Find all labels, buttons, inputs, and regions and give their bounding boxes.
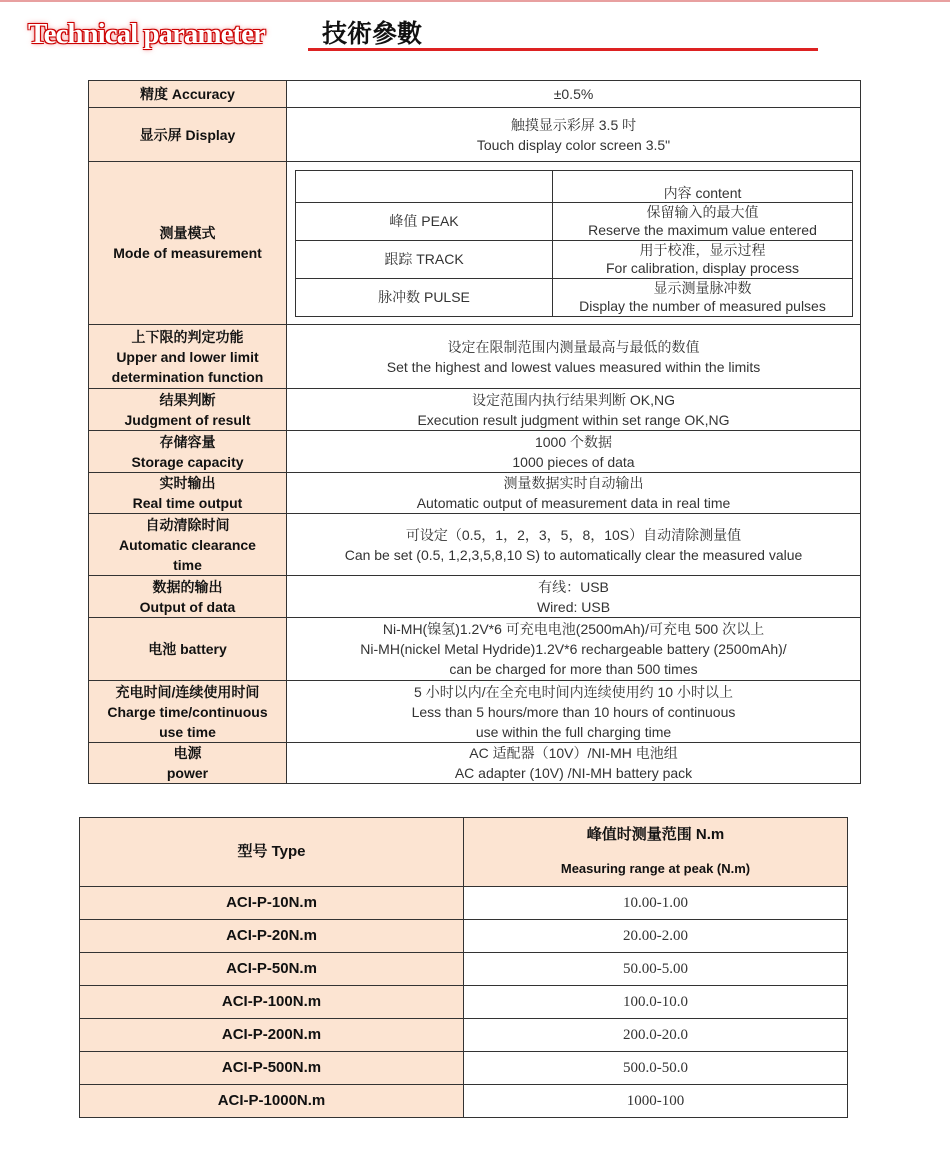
- mode-name: 跟踪 TRACK: [296, 240, 553, 278]
- cell-line: Upper and lower limit: [116, 348, 259, 365]
- cell-line: Wired: USB: [536, 598, 611, 615]
- spec-label: [89, 389, 287, 431]
- cell-line: Execution result judgment within set range OK,NG: [417, 411, 730, 428]
- spec-row: [89, 108, 861, 162]
- cell-line: 1000 pieces of data: [512, 453, 635, 470]
- cell-line: Storage capacity: [131, 453, 244, 470]
- model-range: 500.0-50.0: [464, 1052, 848, 1085]
- spec-value: [287, 743, 861, 784]
- cell-line: 1000 个数据: [534, 433, 613, 450]
- cell-line: 数据的输出: [152, 578, 223, 595]
- spec-label: [89, 514, 287, 576]
- spec-row: [89, 81, 861, 108]
- spec-row: [89, 681, 861, 743]
- cell-line: Touch display color screen 3.5": [476, 136, 671, 153]
- spec-row: [89, 473, 861, 514]
- cell-line: use time: [159, 723, 216, 740]
- cell-line: 自动清除时间: [145, 516, 230, 533]
- spec-label: [89, 576, 287, 618]
- cell-line: time: [173, 556, 202, 573]
- cell-line: AC 适配器（10V）/NI-MH 电池组: [469, 745, 678, 761]
- cell-line: Reserve the maximum value entered: [588, 222, 817, 238]
- model-header-row: [80, 818, 848, 887]
- model-range: 200.0-20.0: [464, 1019, 848, 1052]
- header-range-en: Measuring range at peak (N.m): [560, 861, 751, 876]
- cell-line: 5 小时以内/在全充电时间内连续使用约 10 小时以上: [414, 683, 733, 700]
- cell-line: 设定范围内执行结果判断 OK,NG: [471, 391, 675, 408]
- cell-line: 精度 Accuracy: [140, 86, 235, 102]
- cell-line: Automatic clearance: [119, 536, 256, 553]
- spec-value: [287, 108, 861, 162]
- spec-label: [89, 681, 287, 743]
- mode-row: [296, 278, 853, 316]
- cell-line: 用于校准，显示过程: [639, 242, 766, 258]
- cell-line: 可设定（0.5，1，2，3，5，8，10S）自动清除测量值: [405, 526, 742, 543]
- model-row: [80, 986, 848, 1019]
- cell-line: Real time output: [132, 495, 243, 511]
- cell-line: Ni-MH(nickel Metal Hydride)1.2V*6 rechargeable battery (2500mAh)/: [360, 641, 787, 657]
- spec-value: [287, 431, 861, 473]
- cell-line: 存储容量: [159, 433, 216, 450]
- spec-label: [89, 81, 287, 108]
- cell-line: 显示屏 Display: [139, 126, 236, 143]
- mode-desc: [553, 278, 853, 316]
- model-row: [80, 953, 848, 986]
- cell-line: 保留输入的最大值: [646, 204, 759, 220]
- model-name: ACI-P-1000N.m: [80, 1085, 464, 1118]
- cell-line: power: [166, 765, 209, 781]
- spec-row: [89, 618, 861, 681]
- title-underline: [308, 48, 818, 51]
- spec-label: [89, 162, 287, 325]
- spec-row: [89, 389, 861, 431]
- cell-line: use within the full charging time: [475, 723, 672, 740]
- mode-name: 脉冲数 PULSE: [296, 278, 553, 316]
- cell-line: 上下限的判定功能: [131, 328, 244, 345]
- spec-value: [287, 162, 861, 325]
- model-name: ACI-P-100N.m: [80, 986, 464, 1019]
- spec-value: [287, 618, 861, 681]
- cell-line: 电源: [173, 745, 202, 761]
- mode-desc: [553, 240, 853, 278]
- model-name: ACI-P-500N.m: [80, 1052, 464, 1085]
- cell-line: 测量模式: [159, 225, 216, 241]
- spec-label: [89, 473, 287, 514]
- spec-row: [89, 431, 861, 473]
- spec-label: [89, 618, 287, 681]
- cell-line: Charge time/continuous: [107, 703, 268, 720]
- cell-line: Can be set (0.5, 1,2,3,5,8,10 S) to automatically clear the measured value: [344, 546, 803, 563]
- mode-row: [296, 202, 853, 240]
- spec-row: [89, 325, 861, 389]
- cell-line: Judgment of result: [124, 411, 251, 428]
- spec-value: [287, 325, 861, 389]
- cell-line: ±0.5%: [553, 86, 594, 102]
- cell-line: Set the highest and lowest values measured within the limits: [386, 358, 761, 375]
- cell-line: Ni-MH(镍氢)1.2V*6 可充电电池(2500mAh)/可充电 500 次以上: [382, 621, 765, 637]
- cell-line: For calibration, display process: [606, 260, 799, 276]
- model-range: 20.00-2.00: [464, 920, 848, 953]
- model-range: 1000-100: [464, 1085, 848, 1118]
- model-name: ACI-P-50N.m: [80, 953, 464, 986]
- cell-line: 实时输出: [159, 475, 216, 491]
- top-border: [0, 0, 950, 2]
- cell-line: determination function: [111, 368, 264, 385]
- spec-label: [89, 108, 287, 162]
- cell-line: 有线：USB: [538, 578, 609, 595]
- model-row: [80, 1085, 848, 1118]
- spec-row: [89, 162, 861, 325]
- mode-header: 内容 content: [553, 170, 853, 202]
- cell-line: Output of data: [139, 598, 236, 615]
- spec-value: [287, 473, 861, 514]
- header-range: [464, 818, 848, 887]
- spec-row: [89, 514, 861, 576]
- cell-line: 电池 battery: [148, 641, 227, 657]
- cell-line: 触摸显示彩屏 3.5 吋: [510, 116, 637, 133]
- spec-value: [287, 81, 861, 108]
- spec-label: [89, 431, 287, 473]
- spec-value: [287, 576, 861, 618]
- model-row: [80, 887, 848, 920]
- model-range: 10.00-1.00: [464, 887, 848, 920]
- mode-table: [295, 170, 853, 317]
- cell-line: Display the number of measured pulses: [579, 298, 826, 314]
- model-table: [79, 817, 848, 1118]
- mode-header: [296, 170, 553, 202]
- spec-value: [287, 514, 861, 576]
- model-row: [80, 1019, 848, 1052]
- model-range: 50.00-5.00: [464, 953, 848, 986]
- cell-line: 测量数据实时自动输出: [503, 475, 644, 491]
- spec-label: [89, 743, 287, 784]
- model-name: ACI-P-200N.m: [80, 1019, 464, 1052]
- cell-line: can be charged for more than 500 times: [449, 661, 698, 677]
- model-row: [80, 920, 848, 953]
- spec-label: [89, 325, 287, 389]
- model-name: ACI-P-10N.m: [80, 887, 464, 920]
- spec-row: [89, 743, 861, 784]
- spec-value: [287, 389, 861, 431]
- cell-line: 设定在限制范围内测量最高与最低的数值: [447, 338, 700, 355]
- cell-line: AC adapter (10V) /NI-MH battery pack: [454, 765, 693, 781]
- mode-desc: [553, 202, 853, 240]
- spec-value: [287, 681, 861, 743]
- header-type: 型号 Type: [80, 818, 464, 887]
- model-range: 100.0-10.0: [464, 986, 848, 1019]
- cell-line: 充电时间/连续使用时间: [115, 683, 260, 700]
- mode-name: 峰值 PEAK: [296, 202, 553, 240]
- model-name: ACI-P-20N.m: [80, 920, 464, 953]
- header-range-cn: 峰值时测量范围 N.m: [586, 826, 725, 843]
- cell-line: Automatic output of measurement data in real time: [416, 495, 731, 511]
- model-row: [80, 1052, 848, 1085]
- title-english: Technical parameter: [28, 18, 265, 50]
- cell-line: Less than 5 hours/more than 10 hours of continuous: [411, 703, 736, 720]
- cell-line: Mode of measurement: [113, 245, 262, 261]
- cell-line: 结果判断: [159, 391, 216, 408]
- spec-row: [89, 576, 861, 618]
- mode-row: [296, 240, 853, 278]
- title-chinese: 技術參數: [322, 20, 423, 48]
- spec-table: [88, 80, 861, 784]
- cell-line: 显示测量脉冲数: [653, 280, 752, 296]
